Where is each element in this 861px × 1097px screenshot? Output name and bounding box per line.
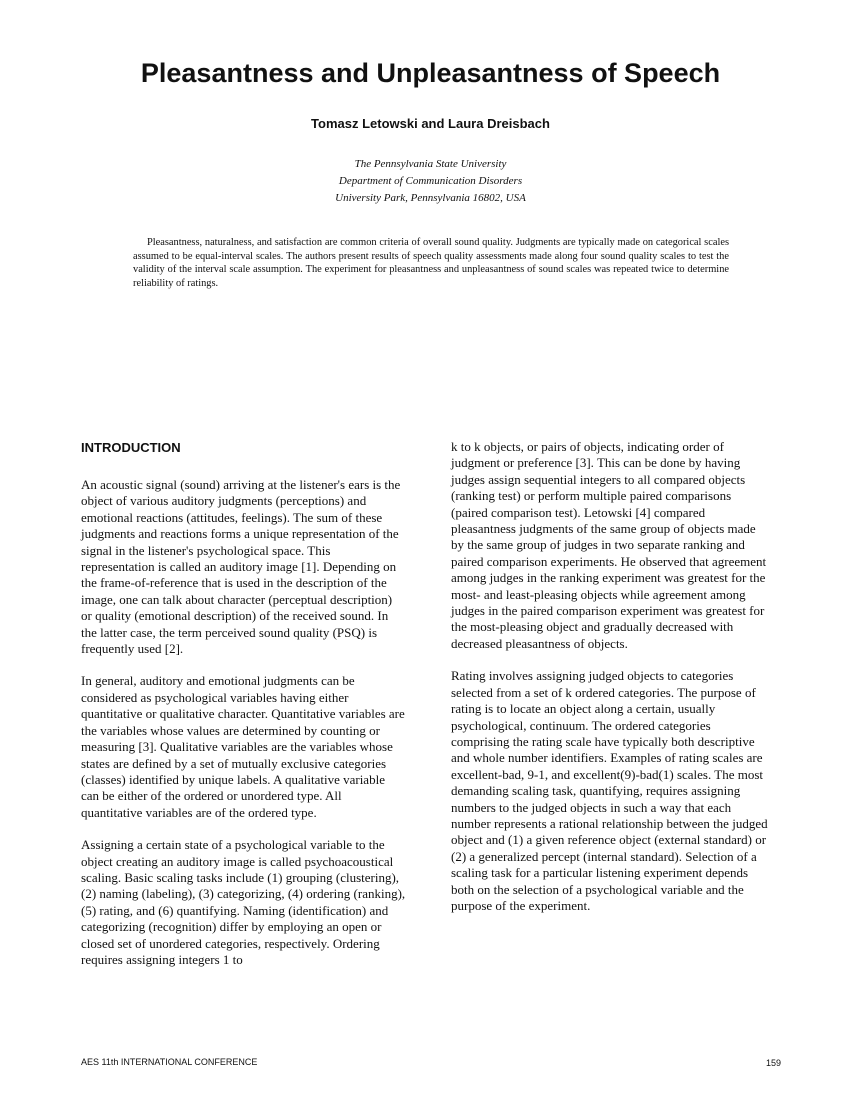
affiliation-university: The Pennsylvania State University [354, 158, 507, 170]
footer-conference: AES 11th INTERNATIONAL CONFERENCE [81, 1057, 258, 1067]
affiliation-address: University Park, Pennsylvania 16802, USA [335, 192, 526, 204]
paragraph: Rating involves assigning judged objects to categories selected from a set of k ordered categories. The purpose of rating is to locate an object along a certain, usually psychological, continuum. The ordered categories comprising the rating scale have typically both descriptive and whole number identifiers. Examples of rating scales are excellent-bad, 9-1, and excellent(9)-bad(1) scales. The most demanding scaling task, quantifying, requires assigning numbers to the judged objects in such a way that each number represents a rational relationship between the judged object and (1) a given reference object (external standard) or (2) a generalized percept (internal standard). Selection of a scaling task for a particular listening experiment depends both on the selection of a psychological variable and the purpose of the experiment. [451, 668, 768, 913]
paragraph: An acoustic signal (sound) arriving at the listener's ears is the object of various auditory judgments (perceptions) and emotional reactions (attitudes, feelings). The sum of these judgments and reactions forms a unique representation of the signal in the listener's psychological space. This representation is called an auditory image [1]. Depending on the frame-of-reference that is used in the description of the image, one can talk about character (perceptual description) or quality (emotional description) of the received sound. In the latter case, the term perceived sound quality (PSQ) is frequently used [2]. [81, 477, 401, 657]
paragraph: In general, auditory and emotional judgments can be considered as psychological variables having either quantitative or qualitative character. Quantitative variables are the variables whose values are determined by counting or measuring [3]. Qualitative variables are the variables whose states are defined by a set of mutually exclusive categories (classes) identified by unique labels. A qualitative variable can be either of the ordered or unordered type. All quantitative variables are of the ordered type. [81, 673, 405, 820]
paragraph: k to k objects, or pairs of objects, indicating order of judgment or preference [3]. This can be done by having judges assign sequential integers to all compared objects (ranking test) or perform multiple paired comparisons (paired comparison test). Letowski [4] compared pleasantness judgments of the same group of objects made by the same group of judges in two separate ranking and paired comparison experiments. He observed that agreement among judges in the ranking experiment was greatest for the most- and least-pleasing objects while agreement among judges in the paired comparison experiment was greatest for the most-pleasing object and gradually decreased with decreased pleasantness of objects. [451, 439, 767, 651]
paragraph: Assigning a certain state of a psychological variable to the object creating an auditory image is called psychoacoustical scaling. Basic scaling tasks include (1) grouping (clustering), (2) naming (labeling), (3) categorizing, (4) ordering (ranking), (5) rating, and (6) quantifying. Naming (identification) and categorizing (recognition) differ by employing an open or closed set of unordered categories, respectively. Ordering requires assigning integers 1 to [81, 837, 406, 967]
abstract: Pleasantness, naturalness, and satisfaction are common criteria of overall sound quality. Judgments are typically made on categorical scales assumed to be equal-interval scales. The authors present results of speech quality assessments made along four sound quality scales to test the validity of the interval scale assumption. The experiment for pleasantness and unpleasantness of sound scales was repeated twice to determine reliability of ratings. [133, 237, 729, 289]
page-number: 159 [765, 1058, 781, 1068]
right-column [451, 439, 771, 930]
author-names: Tomasz Letowski and Laura Dreisbach [311, 116, 550, 131]
paper-title: Pleasantness and Unpleasantness of Speech [140, 58, 721, 88]
affiliation-department: Department of Communication Disorders [338, 175, 523, 187]
left-column [81, 439, 406, 984]
section-heading: INTRODUCTION [81, 440, 181, 455]
